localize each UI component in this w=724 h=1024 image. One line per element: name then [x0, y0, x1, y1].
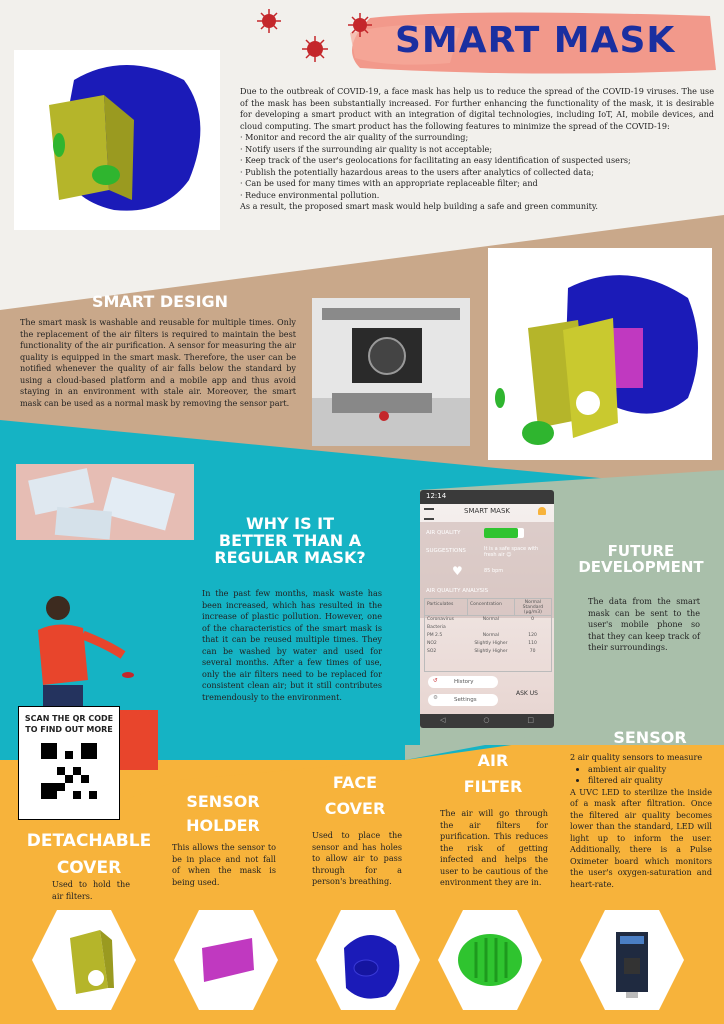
face-cover-heading-line: COVER	[324, 799, 386, 818]
table-cell: 110	[528, 641, 537, 646]
status-time: 12:14	[426, 492, 447, 500]
table-cell: Coronavirus	[427, 617, 454, 622]
home-icon[interactable]: ○	[483, 716, 490, 724]
surgical-masks-image	[16, 464, 194, 540]
sensor-holder-heading	[168, 790, 278, 838]
history-button[interactable]	[428, 676, 498, 688]
back-icon[interactable]: ◁	[440, 716, 446, 724]
table-header-cell: Normal Standard (µg/m3)	[514, 599, 551, 615]
table-cell: Normal	[482, 617, 500, 622]
3d-printer-photo	[312, 298, 470, 446]
detachable-heading-line: COVER	[56, 858, 122, 878]
table-cell	[514, 624, 551, 632]
air-filter-heading	[438, 748, 548, 800]
table-header-cell: Particulates	[427, 602, 454, 607]
mask-render-exploded	[488, 248, 712, 460]
heart-rate: 85 bpm	[484, 568, 504, 574]
future-heading-line: FUTURE	[607, 542, 675, 560]
intro-feature: · Can be used for many times with an appropriate replaceable filter; and	[240, 178, 538, 188]
table-cell: 0	[531, 617, 535, 622]
sensor-bullet: • filtered air quality	[588, 775, 712, 787]
bell-icon[interactable]	[538, 507, 546, 515]
3d-printer-image	[312, 298, 470, 446]
intro-feature-list	[240, 132, 714, 201]
smart-design-heading: SMART DESIGN	[91, 292, 229, 311]
qr-code-panel	[18, 706, 120, 820]
sensor-text: A UVC LED to sterilize the inside of a mask after filtration. Once the filtered air quality becomes lower than the standard, LED will light up to inform the user. Additionally, there is a Pulse Oximeter board which monitors the user's oxygen-saturation and heart-rate.	[570, 786, 712, 889]
intro-paragraph: Due to the outbreak of COVID-19, a face mask has help us to reduce the spread of the COVID-19 viruses. The use of the mask has been substantially increased. For further enhancing the functionality of the mask, it is desirable for developing a smart product with an integration of digital technologies, including IoT, AI, mobile devices, and cloud computing. The smart product has the following features to minimize the spread of the COVID-19:	[240, 86, 714, 131]
app-screen	[420, 504, 554, 714]
table-cell: Slightly Higher	[474, 649, 508, 654]
intro-text	[240, 86, 714, 213]
app-title: SMART MASK	[464, 507, 510, 515]
detachable-text: Used to hold the air filters.	[52, 879, 130, 901]
analysis-table	[424, 598, 552, 672]
page-title: SMART MASK	[395, 20, 676, 61]
suggestion-text: It is a safe space with fresh air ☺	[484, 546, 539, 558]
intro-feature: · Keep track of the user's geolocations for facilitating an easy identification of suspected users;	[240, 155, 631, 165]
detachable-heading-line: DETACHABLE	[26, 831, 152, 851]
future-heading	[566, 544, 716, 576]
surgical-masks-photo	[16, 464, 194, 540]
mask-render-front	[14, 50, 220, 230]
table-row	[425, 640, 551, 648]
phone-mockup	[420, 490, 554, 728]
why-better-text: In the past few months, mask waste has been increased, which has resulted in the increase of plastic pollution. However, one of the characteristics of the smart mask is that it can be reused multiple times. They can be washed by water and used for several months. After a few times of use, only the air filters need to be replaced for consistent clean air; but it still contributes tremendously to the environment.	[202, 588, 382, 702]
sensor-bullets	[570, 764, 712, 787]
face-cover-hexagon	[314, 908, 422, 1012]
sensor-details	[570, 752, 712, 890]
table-cell: 120	[528, 633, 537, 638]
heart-icon: ♥	[452, 564, 463, 578]
air-quality-fill	[484, 528, 518, 538]
virus-icons	[255, 5, 375, 65]
sensor-holder-heading-line: HOLDER	[186, 816, 260, 835]
history-icon: ↺	[433, 678, 438, 684]
intro-conclusion: As a result, the proposed smart mask would help building a safe and green community.	[240, 201, 599, 211]
ask-us-label[interactable]: ASK US	[516, 690, 538, 697]
table-header-cell: Concentration	[467, 599, 514, 615]
why-better-heading-line: WHY IS IT	[245, 514, 335, 533]
qr-caption	[19, 713, 119, 735]
face-cover-heading	[300, 770, 410, 822]
why-better-heading-line: REGULAR MASK?	[214, 547, 366, 567]
sensor-holder-hexagon	[172, 908, 280, 1012]
table-cell: SO2	[427, 649, 437, 654]
qr-caption-line: TO FIND OUT MORE	[25, 725, 113, 734]
table-cell: 70	[529, 649, 536, 654]
sensor-holder-heading-line: SENSOR	[186, 792, 260, 811]
table-cell: PM 2.5	[427, 633, 443, 638]
intro-feature: · Reduce environmental pollution.	[240, 189, 380, 200]
mask-front-image	[14, 50, 220, 230]
settings-button[interactable]	[428, 694, 498, 706]
table-cell: Slightly Higher	[474, 641, 508, 646]
intro-feature: · Publish the potentially hazardous areas to the users after analytics of collected data;	[240, 166, 594, 177]
table-row	[425, 632, 551, 640]
air-quality-bar	[484, 528, 524, 538]
table-row	[425, 616, 551, 624]
analysis-label: AIR QUALITY ANALYSIS	[426, 588, 489, 594]
detachable-heading	[20, 828, 158, 882]
table-cell	[468, 624, 515, 632]
sensor-holder-text: This allows the sensor to be in place and not fall of when the mask is being used.	[172, 842, 276, 887]
history-label: History	[454, 679, 474, 685]
why-better-heading-line: BETTER THAN A	[218, 530, 362, 550]
air-filter-text: The air will go through the air filters for purification. This reduces the risk of getting infected and helps the user to be cautious of the environment they are in.	[440, 808, 548, 887]
air-filter-heading-line: AIR	[477, 751, 509, 770]
future-heading-line: DEVELOPMENT	[578, 557, 704, 576]
recents-icon[interactable]: □	[527, 716, 534, 724]
intro-feature: · Monitor and record the air quality of the surrounding;	[240, 132, 469, 142]
gear-icon: ⚙	[433, 695, 438, 701]
table-cell: NO2	[427, 641, 437, 646]
table-header	[425, 599, 551, 616]
sensor-board-hexagon	[578, 908, 686, 1012]
qr-caption-line: SCAN THE QR CODE	[24, 714, 114, 723]
face-cover-text: Used to place the sensor and has holes to allow air to pass through for a person's breathing.	[312, 830, 402, 886]
detachable-cover-hexagon	[30, 908, 138, 1012]
smart-design-text: The smart mask is washable and reusable for multiple times. Only the replacement of the air filters is required to maintain the best functionality of the air purification. A sensor for measuring the air quality is equipped in the smart mask. Therefore, the user can be notified whenever the quality of air falls below the standard by using a cloud-based platform and a mobile app and thus avoid staying in an environment with stale air. Moreover, the smart mask can be used as a normal mask by removing the sensor part.	[20, 317, 296, 408]
suggestions-label: SUGGESTIONS	[426, 548, 466, 554]
future-text: The data from the smart mask can be sent to the user's mobile phone so that they can keep track of their surroundings.	[588, 596, 700, 652]
table-row	[425, 624, 551, 632]
mask-exploded-image	[488, 248, 712, 460]
sensor-bullet: • ambient air quality	[588, 764, 712, 776]
face-cover-heading-line: FACE	[332, 773, 378, 792]
menu-icon[interactable]	[424, 508, 434, 520]
table-cell: Normal	[482, 633, 500, 638]
air-quality-label: AIR QUALITY	[426, 530, 461, 536]
air-filter-hexagon	[436, 908, 544, 1012]
air-filter-heading-line: FILTER	[463, 777, 523, 796]
intro-feature: · Notify users if the surrounding air quality is not acceptable;	[240, 143, 493, 154]
why-better-heading	[200, 516, 380, 566]
nav-bar	[440, 716, 534, 726]
settings-label: Settings	[454, 697, 477, 703]
table-row	[425, 648, 551, 656]
sensor-intro: 2 air quality sensors to measure	[570, 752, 703, 762]
sensor-heading: SENSOR	[613, 728, 687, 747]
table-cell: Bacteria	[427, 625, 446, 630]
qr-code[interactable]	[41, 743, 97, 799]
